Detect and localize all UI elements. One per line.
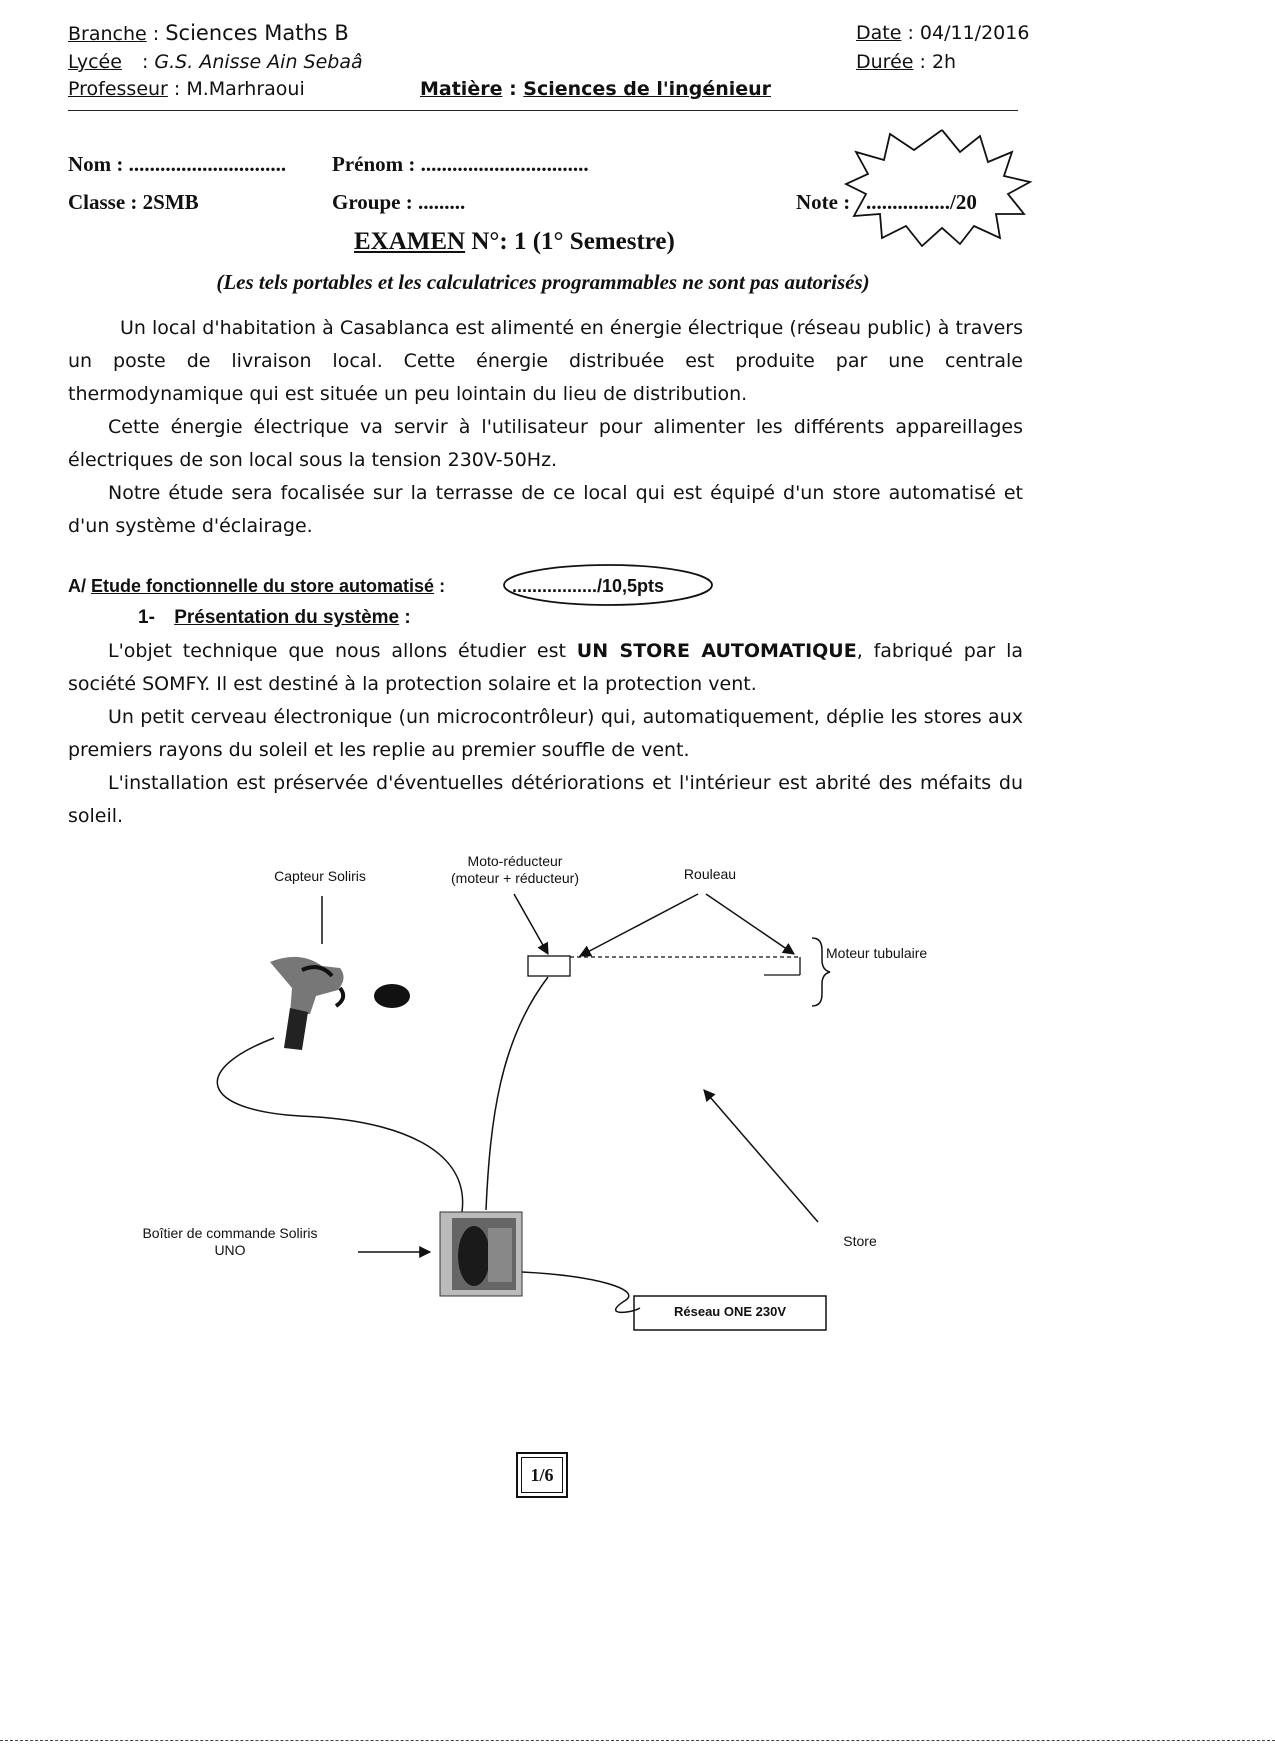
exam-title-rest: N°: 1 (1° Semestre) — [465, 228, 675, 255]
reseau-cable — [522, 1272, 640, 1312]
capteur-cable — [217, 1038, 462, 1212]
section-a-title: Etude fonctionnelle du store automatisé — [91, 576, 435, 596]
label-boitier-line2: UNO — [214, 1242, 246, 1258]
exam-title-underlined: EXAMEN — [354, 228, 466, 255]
nom-field[interactable]: Nom : .............................. — [68, 152, 287, 176]
section-a-heading — [68, 576, 445, 597]
duree-value: 2h — [931, 51, 957, 73]
capteur-sensor-image — [270, 957, 410, 1050]
header-matiere: Matière : Sciences de l'ingénieur — [420, 78, 772, 100]
exam-notice: (Les tels portables et les calculatrices programmables ne sont pas autorisés) — [216, 270, 870, 294]
header-professeur: Professeur : M.Marhraoui — [68, 78, 305, 100]
duree-label: Durée — [856, 51, 914, 73]
page-number: 1/6 — [530, 1464, 554, 1485]
lycee-label: Lycée — [68, 51, 122, 73]
label-capteur: Capteur Soliris — [274, 868, 366, 884]
label-store: Store — [843, 1233, 877, 1249]
subsection-1-number: 1- — [138, 607, 155, 628]
presentation-paragraph-1 — [68, 635, 1023, 701]
label-boitier-line1: Boîtier de commande Soliris — [142, 1225, 318, 1241]
date-value: 04/11/2016 — [919, 22, 1030, 44]
professeur-label: Professeur — [68, 78, 168, 100]
lycee-value: G.S. Anisse Ain Sebaâ — [154, 51, 363, 73]
moto-reducteur-box — [528, 956, 570, 976]
branche-label: Branche — [68, 23, 147, 45]
intro-block — [68, 312, 1023, 543]
note-starburst — [842, 122, 1042, 247]
store-diagram — [0, 820, 1275, 1340]
presentation-p1-start: L'objet technique que nous allons étudier est — [108, 640, 577, 662]
matiere-value: Sciences de l'ingénieur — [523, 78, 772, 100]
header-branche: Branche : Sciences Maths B — [68, 21, 349, 45]
presentation-block — [68, 635, 1023, 833]
header-date: Date : 04/11/2016 — [856, 22, 1030, 44]
section-a-prefix: A/ — [68, 576, 92, 596]
footer-rule — [0, 1740, 1275, 1741]
rouleau-arrow-right — [706, 894, 794, 954]
label-moto-reducteur — [430, 853, 600, 887]
boitier-image — [440, 1212, 522, 1296]
label-rouleau: Rouleau — [683, 866, 737, 882]
professeur-value: M.Marhraoui — [186, 78, 305, 100]
subsection-1-colon: : — [399, 607, 411, 628]
presentation-paragraph-3: L'installation est préservée d'éventuelles détériorations et l'intérieur est abrité des méfaits du soleil. — [68, 772, 1023, 827]
date-label: Date — [856, 22, 902, 44]
label-moteur-tubulaire: Moteur tubulaire — [826, 945, 928, 961]
intro-paragraph-1: Un local d'habitation à Casablanca est alimenté en énergie électrique (réseau public) à travers un poste de livraison local. Cette énergie distribuée est produite par une centrale thermodynamique qui est située un peu lointain du lieu de distribution. — [68, 317, 1023, 405]
note-field[interactable]: ................/20 — [866, 190, 977, 214]
store-arrow — [704, 1090, 818, 1222]
classe-label: Classe : 2SMB — [68, 190, 199, 214]
header-divider — [68, 110, 1018, 111]
groupe-field[interactable]: Groupe : ......... — [332, 190, 466, 214]
subsection-1-title: Présentation du système — [174, 607, 400, 628]
subsection-1-heading — [138, 607, 411, 629]
page-number-inner — [521, 1457, 563, 1493]
section-a-colon: : — [434, 576, 446, 596]
note-label: Note : — [796, 190, 851, 214]
intro-paragraph-3: Notre étude sera focalisée sur la terrasse de ce local qui est équipé d'un store automatisé et d'un système d'éclairage. — [68, 482, 1023, 537]
label-moto-reducteur-line1: Moto-réducteur — [467, 853, 563, 869]
label-boitier — [130, 1225, 330, 1259]
intro-paragraph-2: Cette énergie électrique va servir à l'utilisateur pour alimenter les différents appareillages électriques de son local sous la tension 230V-50Hz. — [68, 416, 1023, 471]
exam-title — [354, 228, 675, 256]
header-duree: Durée : 2h — [856, 51, 957, 73]
page-number-box — [516, 1452, 568, 1498]
presentation-paragraph-2: Un petit cerveau électronique (un microcontrôleur) qui, automatiquement, déplie les stores aux premiers rayons du soleil et les replie au premier souffle de vent. — [68, 706, 1023, 761]
motor-cable — [486, 977, 548, 1210]
matiere-label: Matière — [420, 78, 503, 100]
label-moto-reducteur-line2: (moteur + réducteur) — [451, 870, 579, 886]
branche-value: Sciences Maths B — [165, 21, 349, 45]
header-lycee: Lycée : G.S. Anisse Ain Sebaâ — [68, 51, 363, 73]
section-a-points[interactable]: ................./10,5pts — [512, 576, 665, 596]
label-reseau: Réseau ONE 230V — [673, 1304, 786, 1319]
prenom-field[interactable]: Prénom : ................................ — [332, 152, 589, 176]
moto-reducteur-arrow — [514, 894, 548, 954]
rouleau-arrow-left — [580, 894, 698, 956]
presentation-p1-end: , fabriqué par la société SOMFY. Il est destiné à la protection solaire et la protection vent. — [68, 640, 1023, 695]
presentation-p1-bold: UN STORE AUTOMATIQUE — [576, 640, 857, 662]
